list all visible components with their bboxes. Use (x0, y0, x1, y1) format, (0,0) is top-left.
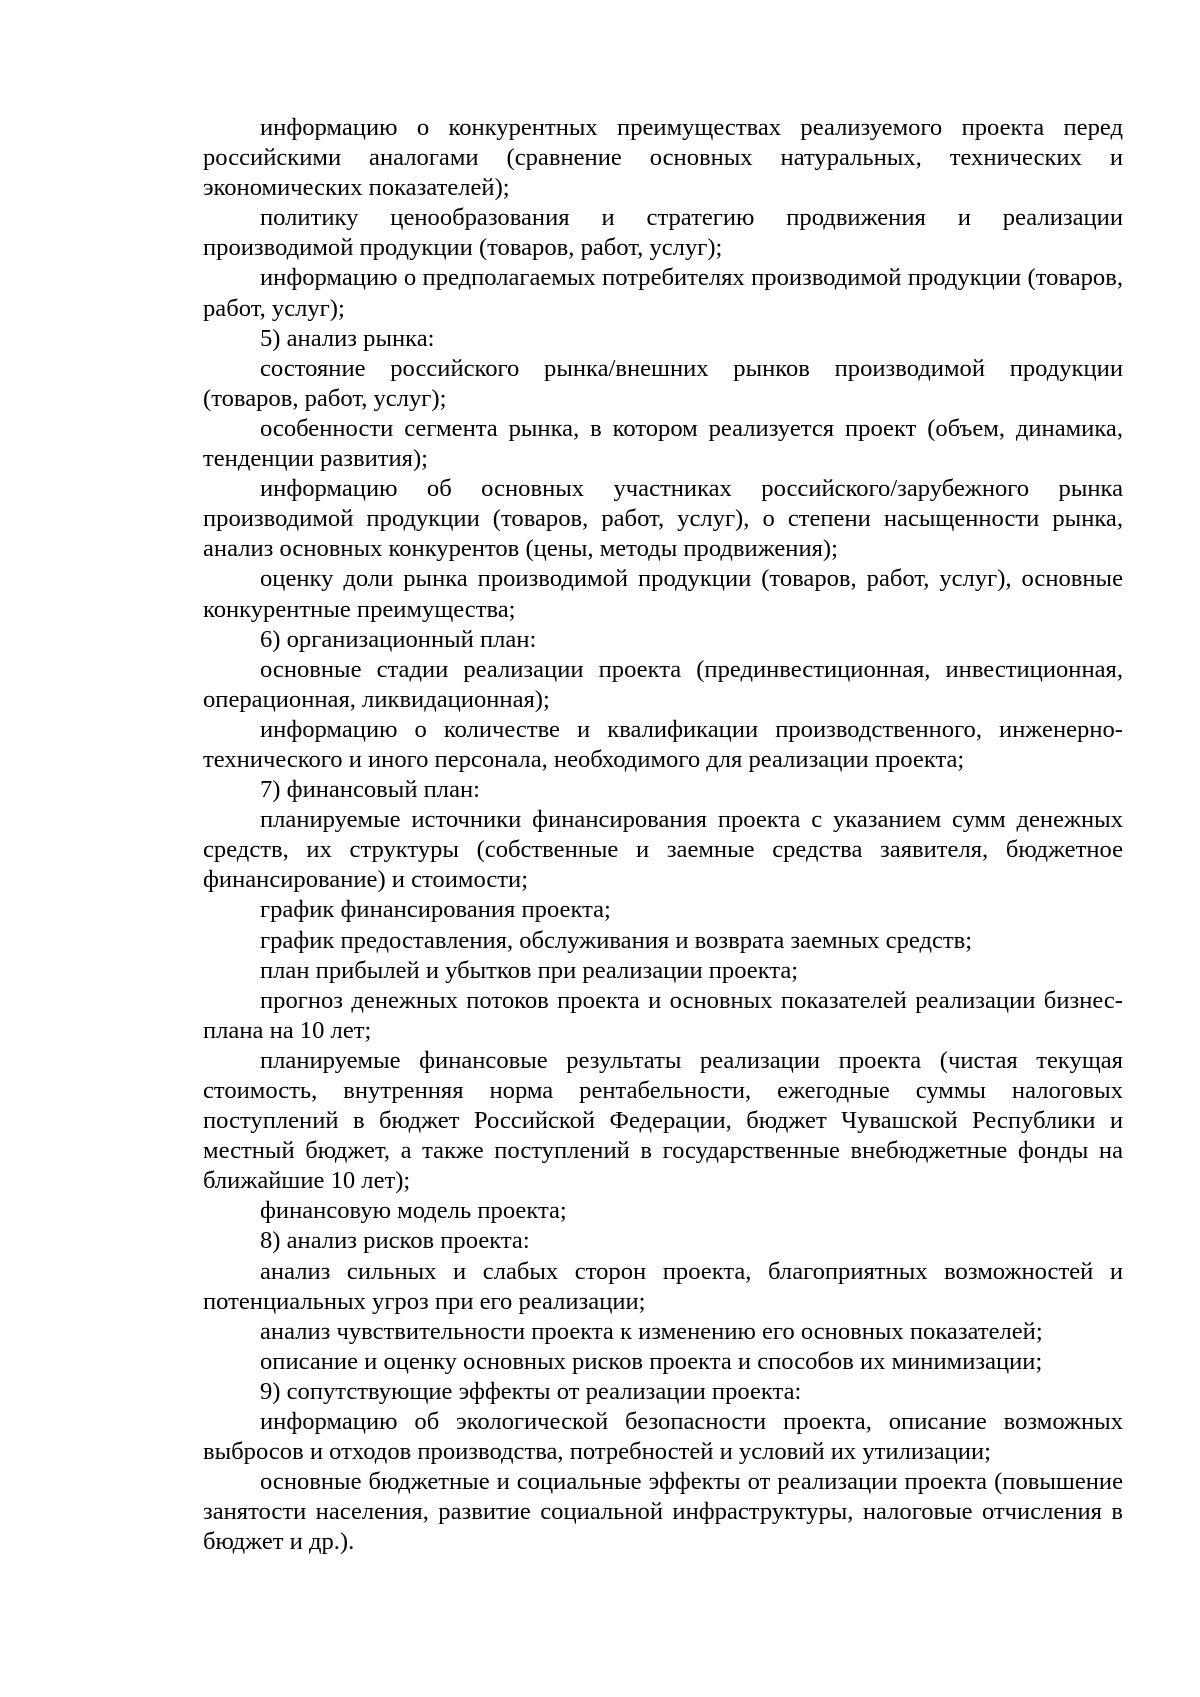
paragraph-financial-results: планируемые финансовые результаты реализации проекта (чистая текущая стоимость, внутренняя норма рентабельности, ежегодные суммы налоговых поступлений в бюджет Российской Федерации, бюджет Чувашской Республики и местный бюджет, а также поступлений в государственные внебюджетные фонды на ближайшие 10 лет); (203, 1046, 1123, 1195)
paragraph-profit-loss-plan: план прибылей и убытков при реализации проекта; (260, 956, 799, 984)
document-body (203, 113, 1123, 1558)
section-heading-side-effects: 9) сопутствующие эффекты от реализации проекта: (260, 1377, 802, 1405)
paragraph-environmental-safety: информацию об экологической безопасности проекта, описание возможных выбросов и отходов производства, потребностей и условий их утилизации; (203, 1408, 1123, 1466)
paragraph-funding-sources: планируемые источники финансирования проекта с указанием сумм денежных средств, их структуры (собственные и заемные средства заявителя, бюджетное финансирование) и стоимости; (203, 806, 1123, 894)
paragraph-market-participants: информацию об основных участниках российского/зарубежного рынка производимой продукции (товаров, работ, услуг), о степени насыщенности рынка, анализ основных конкурентов (цены, методы продвижения); (203, 475, 1123, 563)
paragraph-risk-assessment: описание и оценку основных рисков проекта и способов их минимизации; (260, 1347, 1043, 1375)
paragraph-cash-flow-forecast: прогноз денежных потоков проекта и основных показателей реализации бизнес-плана на 10 лет; (203, 986, 1123, 1044)
paragraph-personnel: информацию о количестве и квалификации производственного, инженерно-технического и иного персонала, необходимого для реализации проекта; (203, 715, 1123, 773)
paragraph-competitive-advantages: информацию о конкурентных преимуществах реализуемого проекта перед российскими аналогами (сравнение основных натуральных, технических и экономических показателей); (203, 114, 1123, 202)
paragraph-funding-schedule: график финансирования проекта; (260, 896, 611, 924)
section-heading-market-analysis: 5) анализ рынка: (260, 324, 435, 352)
paragraph-market-share: оценку доли рынка производимой продукции (товаров, работ, услуг), основные конкурентные преимущества; (203, 565, 1123, 623)
paragraph-project-stages: основные стадии реализации проекта (прединвестиционная, инвестиционная, операционная, ликвидационная); (203, 655, 1123, 713)
paragraph-loan-schedule: график предоставления, обслуживания и возврата заемных средств; (260, 926, 973, 954)
paragraph-market-segment: особенности сегмента рынка, в котором реализуется проект (объем, динамика, тенденции развития); (203, 414, 1123, 473)
section-heading-financial-plan: 7) финансовый план: (260, 776, 480, 804)
section-heading-organizational-plan: 6) организационный план: (260, 625, 537, 653)
paragraph-swot-analysis: анализ сильных и слабых сторон проекта, благоприятных возможностей и потенциальных угроз при его реализации; (203, 1257, 1123, 1315)
section-heading-risk-analysis: 8) анализ рисков проекта: (260, 1227, 530, 1255)
paragraph-pricing-policy: политику ценообразования и стратегию продвижения и реализации производимой продукции (товаров, работ, услуг); (203, 204, 1123, 262)
paragraph-financial-model: финансовую модель проекта; (260, 1197, 567, 1225)
paragraph-market-state: состояние российского рынка/внешних рынков производимой продукции (товаров, работ, услуг); (203, 354, 1123, 412)
paragraph-budget-social-effects: основные бюджетные и социальные эффекты от реализации проекта (повышение занятости населения, развитие социальной инфраструктуры, налоговые отчисления в бюджет и др.). (203, 1468, 1123, 1556)
paragraph-consumers: информацию о предполагаемых потребителях производимой продукции (товаров, работ, услуг); (203, 264, 1123, 322)
paragraph-sensitivity-analysis: анализ чувствительности проекта к изменению его основных показателей; (260, 1317, 1043, 1345)
